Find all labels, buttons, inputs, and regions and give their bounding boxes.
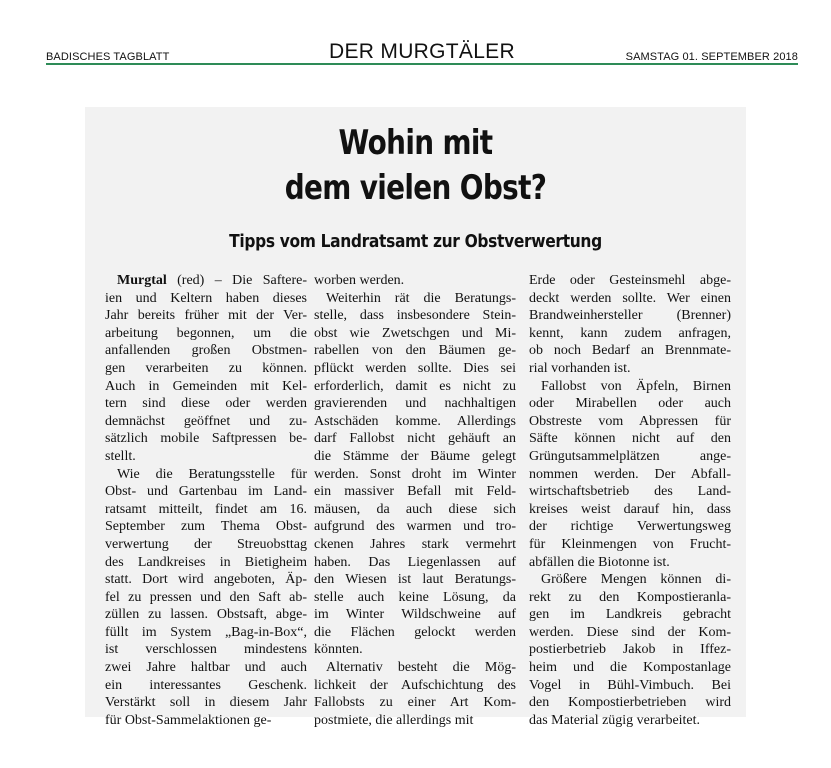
- article-text-line: züllen zu lassen. Obstsaft, abge-: [105, 607, 307, 623]
- article-text-line: Wie die Beratungsstelle für: [117, 466, 307, 482]
- article-text-line: darf Fallobst nicht gehäuft an: [314, 431, 516, 447]
- article-text-line: verwertung der Streuobsttag: [105, 536, 307, 552]
- article-text-line: den Wiesen ist laut Beratungs-: [314, 572, 516, 588]
- article-text-fragment: (red) – Die Saftere-: [166, 273, 307, 288]
- article-text-line: Fallobsts zu einer Art Kom-: [314, 695, 516, 711]
- article-text-line: obst wie Zwetschgen und Mi-: [314, 325, 516, 341]
- article-text-line: zwei Jahre haltbar und auch: [105, 660, 307, 676]
- article-text-line: Vogel in Bühl-Vimbuch. Bei: [529, 677, 731, 693]
- article-text-line: deckt werden sollte. Wer einen: [529, 290, 731, 306]
- article-text-line: mäusen, da auch diese sich: [314, 501, 516, 517]
- article-text-line: rial vorhanden ist.: [529, 360, 631, 376]
- article-text-line: Obst- und Gartenbau im Land-: [105, 484, 307, 500]
- article-text-line: im Winter Wildschweine auf: [314, 607, 516, 623]
- publication-date: SAMSTAG 01. SEPTEMBER 2018: [625, 51, 798, 63]
- article-text-line: rekt zu den Kompostieranla-: [529, 589, 731, 605]
- article-text-line: für Kleinmengen von Frucht-: [529, 536, 731, 552]
- article-text-line: Grüngutsammelplätzen ange-: [529, 448, 731, 464]
- article-text-line: postmiete, die allerdings mit: [314, 712, 474, 728]
- article-text-line: die Flächen gelockt werden: [314, 624, 516, 640]
- article-text-line: rabellen von den Bäumen ge-: [314, 343, 516, 359]
- article-text-line: Astschäden komme. Allerdings: [314, 413, 516, 429]
- article-text-line: gravierenden und nachhaltigen: [314, 396, 516, 412]
- article-text-line: gen verarbeiten zu können.: [105, 360, 307, 376]
- article-text-line: statt. Dort wird angeboten, Äp-: [105, 572, 307, 588]
- article-text-line: kennt, kann zudem anfragen,: [529, 325, 731, 341]
- article-text-line: Verstärkt soll in diesem Jahr: [105, 695, 307, 711]
- article-text-line: aufgrund des warmen und tro-: [314, 519, 516, 535]
- article-text-line: ckenen Jahres stark vermehrt: [314, 536, 516, 552]
- article-text-line: könnten.: [314, 642, 363, 658]
- article-text-line: Säfte können nicht auf den: [529, 431, 731, 447]
- article-text-line: stelle, dass insbesondere Stein-: [314, 308, 516, 324]
- article-text-line: Erde oder Gesteinsmehl abge-: [529, 273, 731, 288]
- article-column-2: [314, 272, 516, 729]
- article-text-line: wirtschaftsbetrieb des Land-: [529, 484, 731, 500]
- article-text-line: gen im Landkreis gebracht: [529, 607, 731, 623]
- article-text-line: Jahr bereits früher mit der Ver-: [105, 308, 307, 324]
- article-text-line: tern sind diese oder werden: [105, 396, 307, 412]
- article-text-line: erforderlich, damit es nicht zu: [314, 378, 516, 394]
- article-column-3: [529, 272, 731, 729]
- headline-line-2: dem vielen Obst?: [284, 168, 547, 208]
- article-text-line: abfällen die Biotonne ist.: [529, 554, 670, 570]
- article-column-1: [105, 272, 307, 729]
- article-text-line: ein interessantes Geschenk.: [105, 677, 307, 693]
- article-text-line: worben werden.: [314, 273, 405, 288]
- article-text-line: den Kompostierbetrieben wird: [529, 695, 731, 711]
- article-text-line: das Material zügig verarbeitet.: [529, 712, 701, 728]
- headline-line-1: Wohin mit: [338, 123, 493, 163]
- publication-name: BADISCHES TAGBLATT: [46, 51, 170, 63]
- article-text-line: postierbetrieb Jakob in Iffez-: [529, 642, 731, 658]
- article-text-line: sätzlich mobile Saftpressen be-: [105, 431, 307, 447]
- article-text-line: Größere Mengen können di-: [541, 572, 731, 588]
- article-text-line: Alternativ besteht die Mög-: [326, 660, 516, 676]
- article-subheadline: Tipps vom Landratsamt zur Obstverwertung: [229, 231, 602, 252]
- article-text-line: anfallenden großen Obstmen-: [105, 343, 307, 359]
- article-text-line: [105, 272, 307, 290]
- header-divider: [46, 63, 798, 65]
- article-text-line: stellt.: [105, 448, 136, 464]
- article-dateline: Murgtal: [117, 273, 167, 288]
- article-text-line: die Stämme der Bäume gelegt: [314, 448, 516, 464]
- article-text-line: werden. Sonst droht im Winter: [314, 466, 516, 482]
- article-text-line: September zum Thema Obst-: [105, 519, 307, 535]
- article-text-line: nommen werden. Der Abfall-: [529, 466, 731, 482]
- article-text-line: des Landkreises in Bietigheim: [105, 554, 307, 570]
- article-text-line: lichkeit der Aufschichtung des: [314, 677, 516, 693]
- article-headline: [144, 121, 686, 211]
- article-text-line: füllt im System „Bag-in-Box“,: [105, 624, 307, 640]
- article-text-line: Brandweinhersteller (Brenner): [529, 308, 731, 324]
- newspaper-clipping: [85, 107, 746, 728]
- article-text-line: Auch in Gemeinden mit Kel-: [105, 378, 307, 394]
- article-text-line: ein massiver Befall mit Feld-: [314, 484, 516, 500]
- article-text-line: pflückt werden sollte. Dies sei: [314, 360, 516, 376]
- article-text-line: ratsamt mitteilt, findet am 16.: [105, 501, 307, 517]
- article-text-line: fel zu pressen und den Saft ab-: [105, 589, 307, 605]
- article-text-line: kreises weist darauf hin, dass: [529, 501, 731, 517]
- article-text-line: ien und Keltern haben dieses: [105, 290, 307, 306]
- article-text-line: Fallobst von Äpfeln, Birnen: [541, 378, 731, 394]
- article-text-line: für Obst-Sammelaktionen ge-: [105, 712, 272, 728]
- article-text-line: stelle auch keine Lösung, da: [314, 589, 516, 605]
- article-text-line: Obstreste vom Abpressen für: [529, 413, 731, 429]
- article-text-line: heim und die Kompostanlage: [529, 660, 731, 676]
- article-text-line: haben. Das Liegenlassen auf: [314, 554, 516, 570]
- edition-title: DER MURGTÄLER: [329, 40, 515, 63]
- article-text-line: Weiterhin rät die Beratungs-: [326, 290, 516, 306]
- article-text-line: arbeitung begonnen, um die: [105, 325, 307, 341]
- article-text-line: der richtige Verwertungsweg: [529, 519, 731, 535]
- article-text-line: ob noch Bedarf an Brennmate-: [529, 343, 731, 359]
- article-text-line: ist verschlossen mindestens: [105, 642, 307, 658]
- article-text-line: demnächst geöffnet und zu-: [105, 413, 307, 429]
- article-text-line: oder Mirabellen oder auch: [529, 396, 731, 412]
- article-text-line: werden. Diese sind der Kom-: [529, 624, 731, 640]
